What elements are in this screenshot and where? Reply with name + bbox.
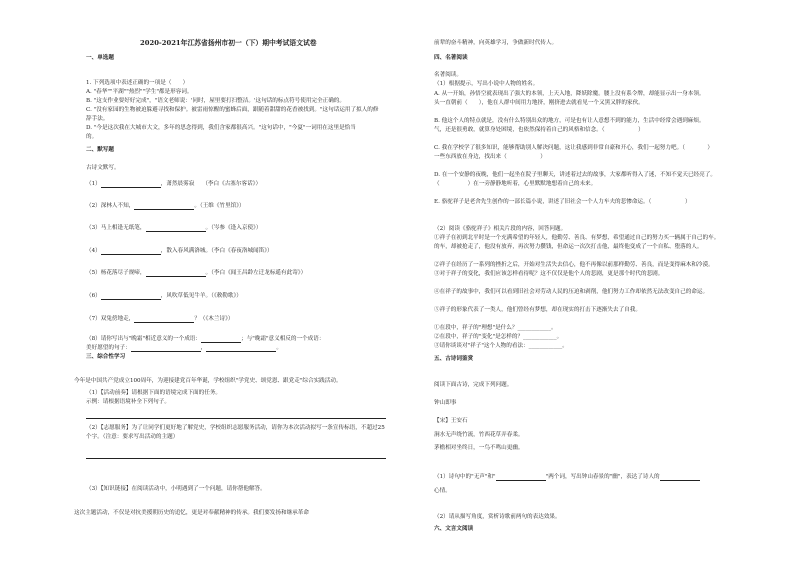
excerpt-5: ⑤祥子的形象代表了一类人，他们曾经有梦想，却在现实的打击下逐渐失去了自我。	[434, 307, 641, 313]
novel-c: C. 我在学校学了很多知识，能够帮助别人解决问题，这让我感到非常自豪和开心，我们一起努力吧。（ ）	[434, 145, 713, 151]
fill-5: （5）杨花落尽子规啼， 。（李白《闻王昌龄左迁龙标遥有此寄》）	[86, 270, 307, 276]
page-title: 2020-2021年江苏省扬州市初一（下）期中考试语文试卷	[140, 39, 317, 47]
section-3-heading: 三、综合性学习	[86, 354, 126, 360]
excerpt-4: ④在祥子的故事中，我们可以看到旧社会对劳动人民的压迫和剥削，他们努力工作却依然无法改变自己的命运。	[434, 289, 709, 295]
novel-a-cont: 头一直朝前（ ），他在人群中间用力地挤，刚挤进去就看见一个又黑又胖的家伙。	[434, 100, 644, 106]
option-c: C. "没有家园的生物被迫躲避寻找和保护。被雷雨惊醒的蜜蜂后面，跟随着甜甜的花香被找到。"这句话运用了拟人的修	[86, 107, 379, 113]
activity-1-blank	[86, 412, 386, 419]
poem-question-2: （2）请从描写角度，赏析诗歌前两句的表达效果。	[434, 514, 561, 520]
fill-2: （2）深林人不知， 。（王维《竹里馆》）	[86, 203, 245, 209]
novel-q2: （2）阅读《骆驼祥子》相关片段的内容，回答问题。	[434, 226, 567, 232]
blank-13[interactable]	[496, 474, 546, 481]
fill-6: （6） ，风吹草低见牛羊。（《敕勒歌》）	[86, 293, 242, 299]
fill-8: （8）请你写出与"晚霜"相近意义的一个成语： ；与"晚霜"意义相反的一个成语：	[86, 336, 325, 342]
blank-4[interactable]	[101, 248, 161, 255]
option-b: B. "这支作业要好好完成"，"语文老师说：'同时，屋里要打扫整洁。'这句话的标点符号使用完全正确的。	[86, 98, 345, 104]
blank-3[interactable]	[146, 225, 206, 232]
blank-8[interactable]	[201, 336, 241, 343]
sub-question-2: ②在段中，祥子的"变化"是怎样的？____________。	[434, 334, 563, 340]
section-2-heading: 二、默写题	[86, 147, 114, 153]
option-a: A. "春华""平湖""热烈""学生"都是形容词。	[86, 89, 193, 95]
blank-12[interactable]	[86, 452, 386, 459]
fill-7: （7）双兔傍地走， ？（《木兰诗》）	[86, 316, 234, 322]
poem-question-1: （1）诗句中的"无声"和" "两个词，写出钟山春景的"幽"，表达了诗人的	[434, 474, 700, 481]
excerpt-1: ①祥子在初到北平时是一个充满希望的年轻人，他勤劳、善良、有梦想，希望通过自己的努力买一辆属于自己的车。	[434, 235, 720, 241]
fill-intro: 古诗文默写。	[86, 165, 120, 171]
blank-9[interactable]	[131, 345, 201, 352]
blank-5[interactable]	[146, 270, 206, 277]
novel-d: D. 在一个安静的夜晚，他们一起坐在院子里聊天，讲述着过去的故事，大家都听得入了迷，不知不觉天已经亮了。	[434, 172, 716, 178]
novel-a: A. 从一开始，孙悟空就表现出了强大的本领，上天入地，降妖除魔。腰上没有系令牌，却能显示出一身本领。	[434, 91, 705, 97]
poem-question-1-cont: 心情。	[434, 488, 451, 494]
fill-3: （3）马上相逢无纸笔， 。（岑参《逢入京使》）	[86, 225, 262, 231]
blank-14[interactable]	[660, 474, 700, 481]
novel-b: B. 他这个人的特点就是，没有什么特别出众的地方，可是也有让人意想不到的能力，生活中经常会遇到麻烦。	[434, 118, 705, 124]
novel-intro: 名著阅读。	[434, 72, 462, 78]
activity-2-blank	[86, 452, 386, 459]
sub-question-1: ①在段中，祥子的"理想"是什么？____________。	[434, 325, 557, 331]
poem-instruction: 阅读下面古诗，完成下列问题。	[434, 382, 513, 388]
section-6-heading: 六、文言文阅读	[434, 526, 474, 532]
novel-b-cont: 气，还是很勇敢，就算身处困境，也依然保持着自己的风格和信念。（ ）	[434, 127, 644, 133]
section-1-heading: 一、单选题	[86, 55, 114, 61]
blank-1[interactable]	[101, 181, 161, 188]
blank-2[interactable]	[134, 203, 194, 210]
blank-11[interactable]	[86, 412, 386, 419]
option-d: D. "今是这次我在大城市大文，多年的思念得到，我们含家都很高兴。"这句话中，"今夏"一词用在这里是恰当	[86, 125, 356, 131]
option-d-cont: 的。	[86, 134, 98, 140]
novel-q1: （1）根据提示，写出小说中人物的姓名。	[434, 81, 539, 87]
sub-question-3: ③请你谈谈对"祥子"这个人物的看法：____________。	[434, 343, 568, 349]
fill-9: 美好愿望的句子： ， 。	[86, 345, 282, 351]
blank-7[interactable]	[134, 316, 194, 323]
poem-line-1: 涧水无声绕竹流，竹西花草弄春柔。	[434, 432, 524, 438]
excerpt-2: ②祥子在经历了一系列的挫折之后，开始对生活失去信心，他不再像以前那样勤劳、善良，而是变得麻木和冷漠。	[434, 262, 714, 268]
novel-e: E. 骆驼祥子是老舍先生创作的一部长篇小说，讲述了旧社会一个人力车夫的悲惨命运。（ ）	[434, 199, 691, 205]
excerpt-3: ③对于祥子的变化，我们应该怎样看待呢？这不仅仅是他个人的悲剧，更是那个时代的悲剧。	[434, 271, 664, 277]
excerpt-1-cont: 的车，却被抢走了，他没有放弃，再次努力攒钱，但命运一次次打击他，最终他变成了一个自私、堕落的人。	[434, 244, 703, 250]
question-1: 1. 下列选项中表述正确的一项是（ ）	[86, 80, 189, 86]
activity-1: （1）【活动前奏】请根据下面的语境完成下面的任务。	[86, 390, 222, 396]
section-5-heading: 五、古诗词鉴赏	[434, 356, 474, 362]
fill-4: （4） ，散入春风满洛城。（李白《春夜洛城闻笛》）	[86, 248, 273, 254]
blank-6[interactable]	[101, 293, 161, 300]
novel-d-cont: （ ）在一旁静静地听着，心里默默地想着自己的未来。	[434, 181, 597, 187]
closing-text: 这次主题活动，不仅是对抗美援朝历史的追忆，更是对奉献精神的传承。我们要发扬和继承革命	[74, 510, 309, 516]
activity-3: （3）【知识链接】在阅读活动中，小明遇到了一个问题，请你帮他解答。	[86, 486, 266, 492]
blank-10[interactable]	[206, 345, 276, 352]
activity-2: （2）【志愿服务】为了让同学们更好地了解党史，学校组织志愿服务活动，请你为本次活动拟写一条宣传标语，不超过25	[86, 425, 385, 431]
section-4-heading: 四、名著阅读	[434, 55, 468, 61]
poem-line-2: 茅檐相对坐终日，一鸟不鸣山更幽。	[434, 445, 524, 451]
activity-1-example: 示例：请根据语境补全下列句子。	[86, 399, 170, 405]
continued-text: 前辈的奋斗精神，向英雄学习，争做新时代传人。	[434, 40, 558, 46]
fill-1: （1） ，萧然晨雾寂 （李白《古塞尔客话》）	[86, 181, 262, 187]
novel-c-cont: 一些东西放在身边，找出来（ ）	[434, 154, 546, 160]
option-c-cont: 辞手法。	[86, 116, 109, 122]
poem-author: 【宋】王安石	[434, 418, 468, 424]
poem-title: 钟山即事	[434, 400, 457, 406]
activity-intro: 今年是中国共产党成立100周年，为迎接建党百年华诞，学校组织"学党史、颂党恩、跟党走"综合实践活动。	[74, 378, 342, 384]
activity-2-cont: 个字。（注意：要求写出活动的主题）	[86, 434, 179, 440]
